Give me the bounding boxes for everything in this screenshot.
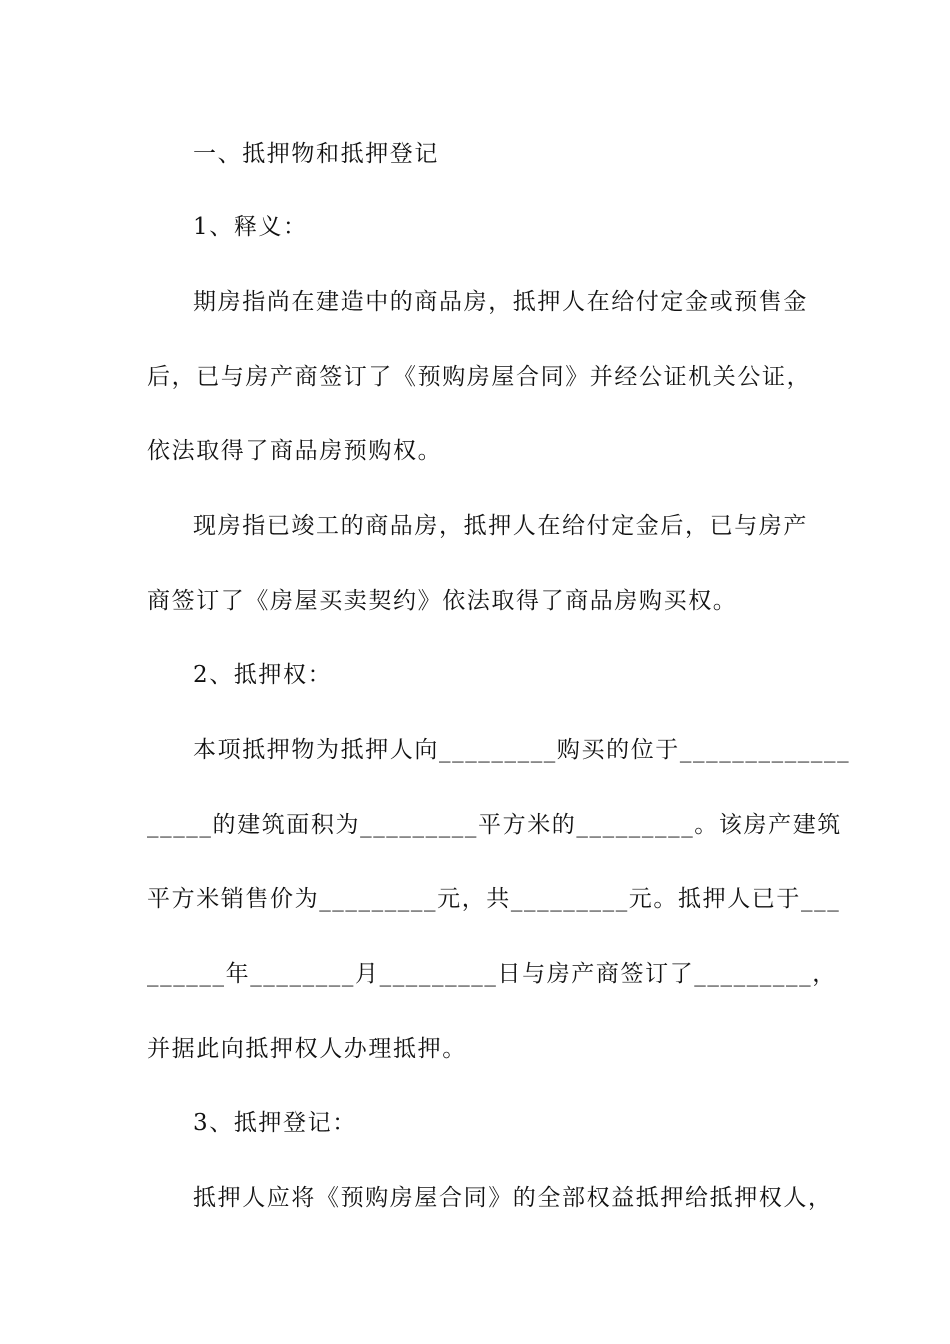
paragraph-line: 期房指尚在建造中的商品房，抵押人在给付定金或预售金 <box>193 289 808 315</box>
section-heading: 一、抵押物和抵押登记 <box>193 141 439 167</box>
subsection-heading-mortgage-right: 2、抵押权： <box>193 662 333 688</box>
paragraph-line: _____的建筑面积为_________平方米的_________。该房产建筑 <box>147 812 842 838</box>
subsection-heading-definition: 1、释义： <box>193 214 308 240</box>
paragraph-line: ______年________月_________日与房产商签订了_________， <box>147 961 837 987</box>
paragraph-line: 平方米销售价为_________元，共_________元。抵押人已于___ <box>147 886 841 912</box>
paragraph-line: 依法取得了商品房预购权。 <box>147 438 443 464</box>
paragraph-line: 本项抵押物为抵押人向_________购买的位于_____________ <box>193 737 851 763</box>
paragraph-line: 现房指已竣工的商品房，抵押人在给付定金后，已与房产 <box>193 513 808 539</box>
subsection-heading-registration: 3、抵押登记： <box>193 1110 357 1136</box>
paragraph-line: 商签订了《房屋买卖契约》依法取得了商品房购买权。 <box>147 588 738 614</box>
paragraph-line: 后，已与房产商签订了《预购房屋合同》并经公证机关公证， <box>147 364 812 390</box>
paragraph-line: 并据此向抵押权人办理抵押。 <box>147 1036 467 1062</box>
paragraph-line: 抵押人应将《预购房屋合同》的全部权益抵押给抵押权人， <box>193 1185 833 1211</box>
